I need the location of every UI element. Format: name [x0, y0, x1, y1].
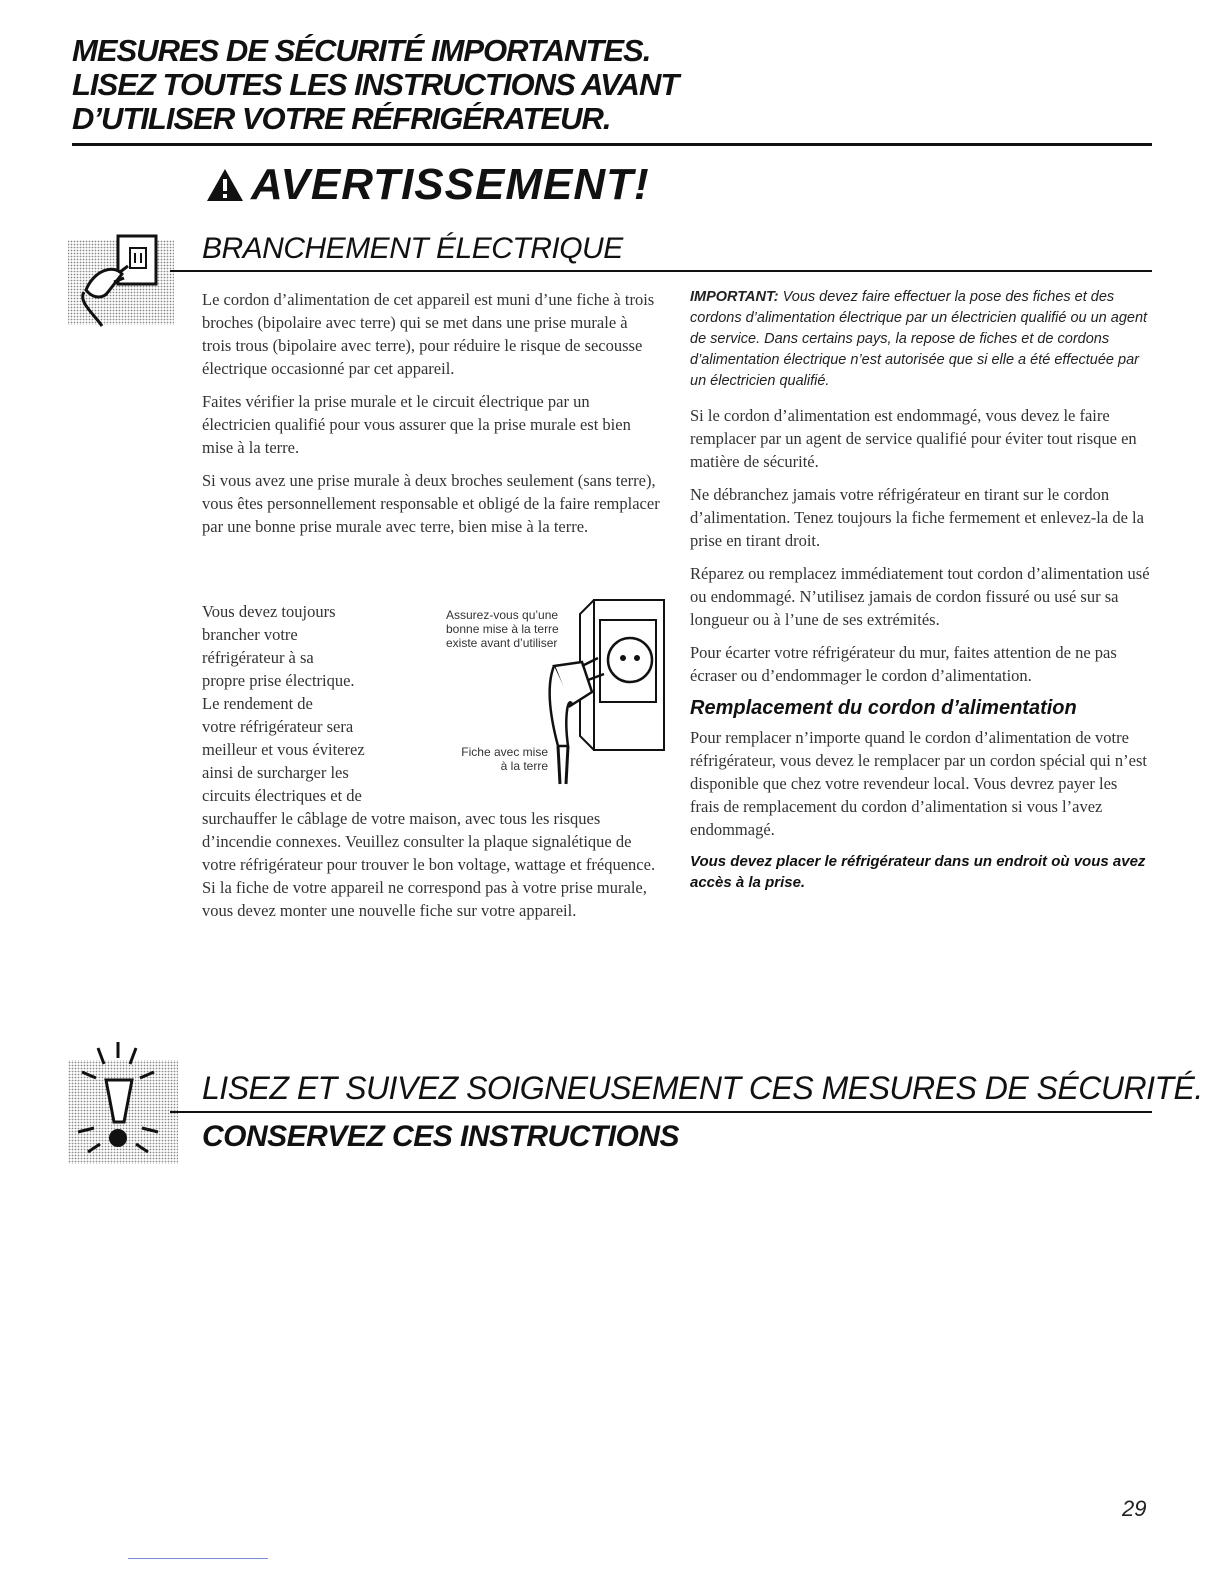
text-line: brancher votre: [202, 625, 298, 644]
text-line: Le rendement de: [202, 694, 313, 713]
left-paragraph-3: Si vous avez une prise murale à deux broches seulement (sans terre), vous êtes personnellement responsable et obligé de la faire remplacer par une bonne prise murale avec terre, bien mise à la terre.: [202, 471, 660, 536]
header-line-3: D’UTILISER VOTRE RÉFRIGÉRATEUR.: [72, 101, 611, 136]
bottom-edge-line: [128, 1558, 268, 1559]
right-column: [690, 287, 1150, 893]
text-line: propre prise électrique.: [202, 671, 355, 690]
illustration-caption-bottom: [440, 745, 548, 773]
important-text: Vous devez faire effectuer la pose des fiches et des cordons d’alimentation électrique par un électricien qualifié ou un agent de service. Dans certains pays, la repose de fiches et de cordons d’alimentation électrique n’est autorisée que si elle a été effectuée par un électricien qualifié.: [690, 289, 1148, 389]
important-label: IMPORTANT:: [690, 289, 779, 305]
right-paragraph-4: Pour écarter votre réfrigérateur du mur, faites attention de ne pas écraser ou d’endommager le cordon d’alimentation.: [690, 643, 1117, 685]
right-paragraph-3: Réparez ou remplacez immédiatement tout cordon d’alimentation usé ou endommagé. N’utilisez jamais de cordon fissuré ou usé sur sa longueur ou à l’une de ses extrémités.: [690, 564, 1150, 629]
text-line: réfrigérateur à sa: [202, 648, 314, 667]
left-paragraph-2: Faites vérifier la prise murale et le circuit électrique par un électricien qualifié pour vous assurer que la prise murale est bien mise à la terre.: [202, 392, 631, 457]
caption-line: à la terre: [500, 759, 548, 773]
footer-line-2: CONSERVEZ CES INSTRUCTIONS: [202, 1120, 680, 1153]
access-note: Vous devez placer le réfrigérateur dans un endroit où vous avez accès à la prise.: [690, 853, 1146, 891]
text-line: meilleur et vous éviterez: [202, 740, 365, 759]
warning-title: [205, 160, 650, 210]
section-title: BRANCHEMENT ÉLECTRIQUE: [202, 232, 623, 265]
text-line: Vous devez toujours: [202, 602, 336, 621]
warning-triangle-icon: [205, 167, 245, 203]
warning-title-text: AVERTISSEMENT!: [251, 160, 650, 209]
caption-line: Assurez-vous qu’une: [446, 608, 559, 622]
lightbulb-caution-icon: [62, 1040, 192, 1170]
right-paragraph-2: Ne débranchez jamais votre réfrigérateur en tirant sur le cordon d’alimentation. Tenez toujours la fiche fermement et enlevez-la de la prise en tirant droit.: [690, 485, 1144, 550]
left-paragraph-4-continued: surchauffer le câblage de votre maison, avec tous les risques d’incendie connexes. Veuillez consulter la plaque signalétique de votre réfrigérateur pour trouver le bon voltage, wattage et fréquence. Si la fiche de votre appareil ne correspond pas à votre prise murale, vous devez monter une nouvelle fiche sur votre appareil.: [202, 809, 656, 920]
header-line-2: LISEZ TOUTES LES INSTRUCTIONS AVANT: [72, 67, 679, 102]
important-note: [690, 287, 1150, 392]
caption-line: bonne mise à la terre: [446, 622, 559, 636]
left-paragraph-4-rest: [202, 807, 660, 932]
caption-line: Fiche avec mise: [461, 745, 548, 759]
page-header: [72, 34, 1072, 136]
text-line: votre réfrigérateur sera: [202, 717, 354, 736]
text-line: ainsi de surcharger les: [202, 763, 349, 782]
left-paragraph-4-start: [202, 600, 442, 807]
text-line: circuits électriques et de: [202, 786, 362, 805]
right-paragraph-5: Pour remplacer n’importe quand le cordon d’alimentation de votre réfrigérateur, vous devez le remplacer par un cordon spécial qui n’est disponible que chez votre revendeur local. Vous devrez payer les frais de remplacement du cordon d’alimentation si vous l’avez endommagé.: [690, 728, 1148, 839]
page-number: 29: [1122, 1496, 1147, 1521]
cord-replacement-heading: Remplacement du cordon d’alimentation: [690, 697, 1077, 719]
section-divider: [170, 270, 1152, 272]
header-divider: [72, 143, 1152, 146]
footer-divider: [170, 1111, 1152, 1113]
left-paragraph-1: Le cordon d’alimentation de cet appareil est muni d’une fiche à trois broches (bipolaire avec terre) qui se met dans une prise murale à trois trous (bipolaire avec terre), pour réduire le risque de secousse électrique occasionné par cet appareil.: [202, 290, 655, 378]
plug-outlet-icon: [64, 222, 184, 332]
caption-line: existe avant d’utiliser: [446, 636, 558, 650]
header-line-1: MESURES DE SÉCURITÉ IMPORTANTES.: [72, 33, 651, 68]
right-paragraph-1: Si le cordon d’alimentation est endommagé, vous devez le faire remplacer par un agent de service qualifié pour éviter tout risque en matière de sécurité.: [690, 406, 1137, 471]
footer-line-1: LISEZ ET SUIVEZ SOIGNEUSEMENT CES MESURES DE SÉCURITÉ.: [202, 1070, 1203, 1106]
left-column: [202, 288, 660, 548]
